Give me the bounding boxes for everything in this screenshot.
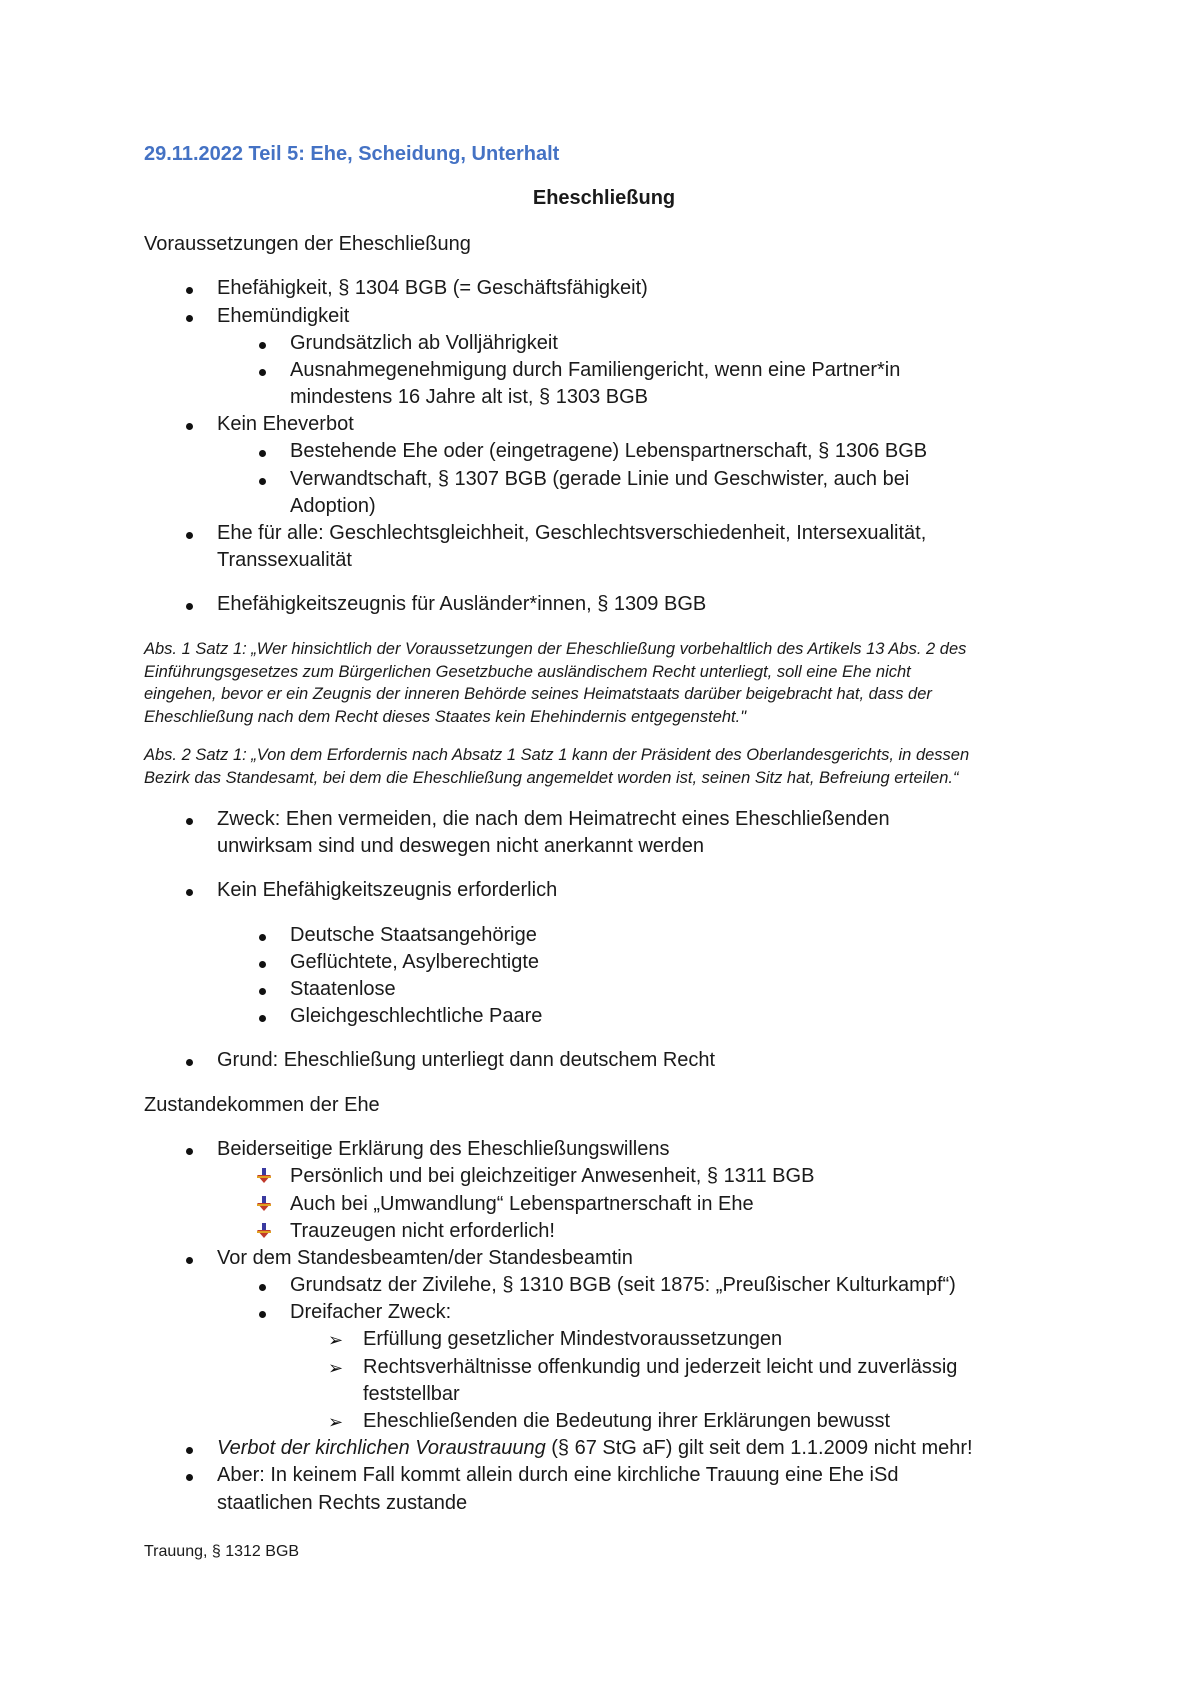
bullet-icon (186, 1059, 193, 1066)
section-heading: Eheschließung (532, 187, 676, 209)
list-item: Vor dem Standesbeamten/der Standesbeamtin (217, 1245, 1077, 1272)
zustandekommen-label: Zustandekommen der Ehe (144, 1094, 380, 1116)
list-item: ➢ Erfüllung gesetzlicher Mindestvoraussetzungen (363, 1326, 1083, 1353)
arrowhead-icon: ➢ (328, 1358, 344, 1378)
list-item: Geflüchtete, Asylberechtigte (290, 949, 1080, 976)
list-item: Staatenlose (290, 976, 1080, 1003)
bullet-icon (259, 342, 266, 349)
bullet-icon (186, 1474, 193, 1481)
arrowhead-icon: ➢ (328, 1412, 344, 1432)
list-item: Ehefähigkeit, § 1304 BGB (= Geschäftsfähigkeit) (217, 275, 1077, 302)
list-item-continuation: staatlichen Rechts zustande (217, 1492, 468, 1514)
list-item: Ausnahmegenehmigung durch Familiengericht, wenn eine Partner*in (290, 357, 1080, 384)
bullet-icon (186, 423, 193, 430)
bullet-icon (186, 532, 193, 539)
list-item: Grund: Eheschließung unterliegt dann deutschem Recht (217, 1047, 1077, 1074)
quote-abs2: Abs. 2 Satz 1: „Von dem Erfordernis nach Absatz 1 Satz 1 kann der Präsident des Oberlandesgerichts, in dessen Bezirk das Standesamt, bei dem die Eheschließung angemeldet worden ist, seinen Sitz hat, Befreiung erteilen.“ (144, 746, 970, 787)
bullet-icon (186, 315, 193, 322)
list-item-continuation: Adoption) (290, 495, 376, 517)
list-item: Kein Ehefähigkeitszeugnis erforderlich (217, 877, 1077, 904)
list-item: Ehemündigkeit (217, 303, 1077, 330)
list-item: Kein Eheverbot (217, 411, 1077, 438)
list-item: Grundsätzlich ab Volljährigkeit (290, 330, 1080, 357)
list-item: Trauzeugen nicht erforderlich! (290, 1218, 1080, 1245)
list-item-continuation: Transsexualität (217, 549, 352, 571)
list-item: Aber: In keinem Fall kommt allein durch eine kirchliche Trauung eine Ehe iSd (217, 1462, 1077, 1489)
document-title: 29.11.2022 Teil 5: Ehe, Scheidung, Unterhalt (144, 143, 560, 165)
trauung-label: Trauung, § 1312 BGB (144, 1543, 300, 1560)
bullet-icon (186, 1148, 193, 1155)
list-item: ➢ Rechtsverhältnisse offenkundig und jederzeit leicht und zuverlässig (363, 1354, 1083, 1381)
list-item: Grundsatz der Zivilehe, § 1310 BGB (seit 1875: „Preußischer Kulturkampf“) (290, 1272, 1080, 1299)
bullet-icon (259, 1311, 266, 1318)
voraussetzungen-label: Voraussetzungen der Eheschließung (144, 233, 471, 255)
bullet-icon (259, 1015, 266, 1022)
bullet-icon (259, 934, 266, 941)
down-arrow-icon (255, 1195, 273, 1213)
list-item: Persönlich und bei gleichzeitiger Anwesenheit, § 1311 BGB (290, 1163, 1080, 1190)
bullet-icon (186, 1257, 193, 1264)
list-item: Beiderseitige Erklärung des Eheschließungswillens (217, 1136, 1077, 1163)
list-item: Zweck: Ehen vermeiden, die nach dem Heimatrecht eines Eheschließenden (217, 806, 1077, 833)
list-item-continuation: feststellbar (363, 1383, 460, 1405)
bullet-icon (259, 450, 266, 457)
bullet-icon (259, 961, 266, 968)
list-item: Auch bei „Umwandlung“ Lebenspartnerschaft in Ehe (290, 1191, 1080, 1218)
list-item-continuation: unwirksam sind und deswegen nicht anerkannt werden (217, 835, 704, 857)
list-item: Verbot der kirchlichen Voraustrauung (§ 67 StG aF) gilt seit dem 1.1.2009 nicht mehr! (217, 1435, 1077, 1462)
bullet-icon (186, 603, 193, 610)
list-item: Gleichgeschlechtliche Paare (290, 1003, 1080, 1030)
list-item: Verwandtschaft, § 1307 BGB (gerade Linie und Geschwister, auch bei (290, 466, 1080, 493)
bullet-icon (186, 818, 193, 825)
list-item: Bestehende Ehe oder (eingetragene) Lebenspartnerschaft, § 1306 BGB (290, 438, 1080, 465)
list-item: Dreifacher Zweck: (290, 1299, 1080, 1326)
arrowhead-icon: ➢ (328, 1330, 344, 1350)
list-item: ➢ Eheschließenden die Bedeutung ihrer Erklärungen bewusst (363, 1408, 1083, 1435)
bullet-icon (186, 1447, 193, 1454)
list-item-continuation: mindestens 16 Jahre alt ist, § 1303 BGB (290, 386, 648, 408)
list-item: Deutsche Staatsangehörige (290, 922, 1080, 949)
bullet-icon (259, 1284, 266, 1291)
list-item: Ehe für alle: Geschlechtsgleichheit, Geschlechtsverschiedenheit, Intersexualität, (217, 520, 1077, 547)
down-arrow-icon (255, 1167, 273, 1185)
list-item: Ehefähigkeitszeugnis für Ausländer*innen, § 1309 BGB (217, 591, 1077, 618)
bullet-icon (259, 369, 266, 376)
bullet-icon (259, 988, 266, 995)
bullet-icon (186, 287, 193, 294)
bullet-icon (259, 478, 266, 485)
quote-abs1: Abs. 1 Satz 1: „Wer hinsichtlich der Voraussetzungen der Eheschließung vorbehaltlich des Artikels 13 Abs. 2 des Einführungsgesetzes zum Bürgerlichen Gesetzbuche ausländischem Recht unterliegt, soll eine Ehe nicht eingehen, bevor er ein Zeugnis der inneren Behörde seines Heimatstaats darüber beigebracht hat, dass der Eheschließung nach dem Recht dieses Staates kein Ehehindernis entgegensteht." (144, 640, 967, 726)
down-arrow-icon (255, 1222, 273, 1240)
bullet-icon (186, 889, 193, 896)
